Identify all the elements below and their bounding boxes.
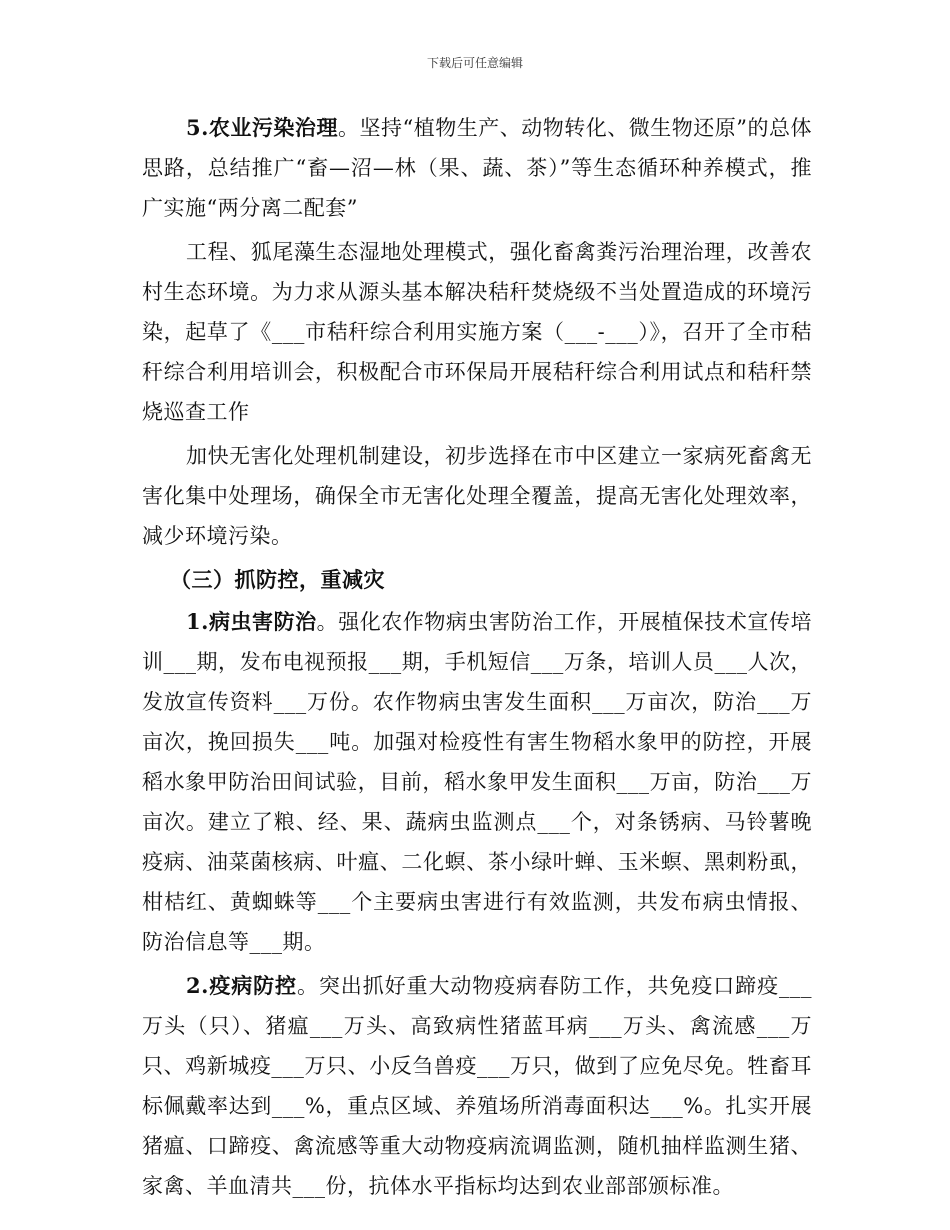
page-header: 下载后可任意编辑	[426, 56, 523, 70]
paragraph-harmless	[142, 436, 812, 556]
paragraph-agri-pollution	[142, 108, 812, 228]
paragraph-heading: 5.农业污染治理	[186, 115, 338, 140]
document-body	[142, 108, 812, 1206]
paragraph-pest-control	[142, 602, 812, 962]
paragraph-straw	[142, 232, 812, 432]
paragraph-text: 。强化农作物病虫害防治工作，开展植保技术宣传培训___期，发布电视预报___期，手机短信___万条，培训人员___人次，发放宣传资料___万份。农作物病虫害发生面积___万亩次，防治___万亩次，挽回损失___吨。加强对检疫性有害生物稻水象甲的防控，开展稻水象甲防治田间试验，目前，稻水象甲发生面积___万亩，防治___万亩次。建立了粮、经、果、蔬病虫监测点___个，对条锈病、马铃薯晚疫病、油菜菌核病、叶瘟、二化螟、茶小绿叶蝉、玉米螟、黑刺粉虱，柑桔红、黄蜘蛛等___个主要病虫害进行有效监测，共发布病虫情报、防治信息等___期。	[142, 610, 812, 954]
paragraph-heading: 1.病虫害防治	[186, 609, 317, 634]
section-heading: （三）抓防控，重减灾	[170, 567, 385, 592]
paragraph-text: 。突出抓好重大动物疫病春防工作，共免疫口蹄疫___万头（只）、猪瘟___万头、高致病性猪蓝耳病___万头、禽流感___万只、鸡新城疫___万只、小反刍兽疫___万只，做到了应免尽免。牲畜耳标佩戴率达到___%，重点区域、养殖场所消毒面积达___%。扎实开展猪瘟、口蹄疫、禽流感等重大动物疫病流调监测，随机抽样监测生猪、家禽、羊血清共___份，抗体水平指标均达到农业部部颁标准。	[142, 974, 812, 1198]
paragraph-heading: 2.疫病防控	[186, 973, 297, 998]
paragraph-text: 。坚持“植物生产、动物转化、微生物还原”的总体思路，总结推广“畜—沼—林（果、蔬、茶）”等生态循环种养模式，推广实施“两分离二配套”	[142, 116, 812, 220]
paragraph-text: 工程、狐尾藻生态湿地处理模式，强化畜禽粪污治理治理，改善农村生态环境。为力求从源头基本解决秸秆焚烧级不当处置造成的环境污染，起草了《___市秸秆综合利用实施方案（___-___）》，召开了全市秸秆综合利用培训会，积极配合市环保局开展秸秆综合利用试点和秸秆禁烧巡查工作	[142, 240, 812, 424]
paragraph-text: 加快无害化处理机制建设，初步选择在市中区建立一家病死畜禽无害化集中处理场，确保全市无害化处理全覆盖，提高无害化处理效率，减少环境污染。	[142, 444, 812, 548]
paragraph-epidemic-control	[142, 966, 812, 1206]
